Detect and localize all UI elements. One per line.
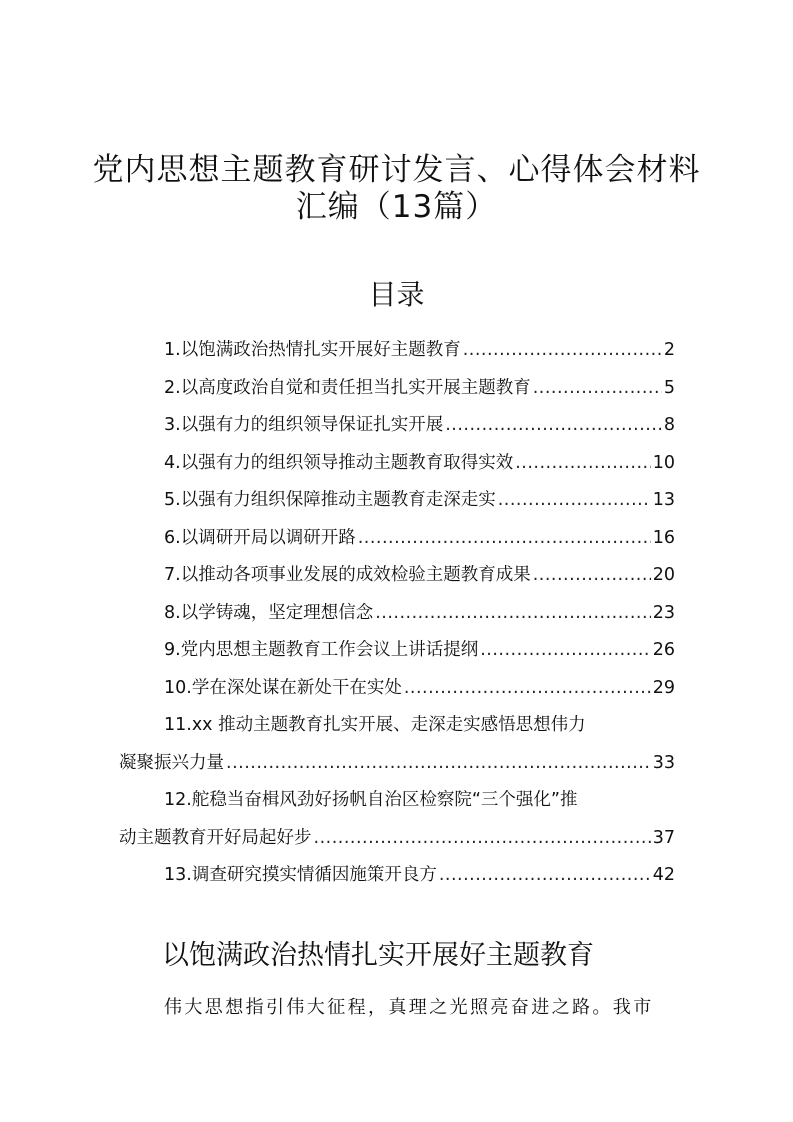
toc-page-number: 16 — [652, 527, 675, 548]
toc-leader-dots — [480, 632, 651, 670]
toc-leader-dots — [375, 595, 651, 633]
toc-entry-title: 13.调查研究摸实情循因施策开良方 — [164, 865, 437, 885]
toc-page-number: 10 — [652, 452, 675, 473]
toc-entry-11-line2[interactable] — [119, 745, 675, 783]
document-title-line1: 党内思想主题教育研讨发言、心得体会材料 — [92, 152, 701, 188]
toc-entry-title-continued: 动主题教育开好局起好步 — [119, 827, 312, 848]
toc-entry-12-line1[interactable] — [119, 782, 675, 820]
toc-entry-title: 9.党内思想主题教育工作会议上讲话提纲 — [164, 640, 479, 660]
toc-entry-5[interactable] — [119, 482, 675, 520]
toc-page-number: 8 — [663, 415, 675, 435]
toc-page-number: 5 — [663, 377, 675, 398]
toc-leader-dots — [533, 370, 662, 408]
toc-entry-title: 1.以饱满政治热情扎实开展好主题教育 — [164, 340, 461, 360]
toc-page-number: 42 — [652, 865, 675, 885]
toc-entry-title: 4.以强有力的组织领导推动主题教育取得实效 — [164, 452, 514, 473]
toc-entry-title: 11.xx 推动主题教育扎实开展、走深走实感悟思想伟力 — [164, 715, 586, 735]
toc-leader-dots — [498, 482, 651, 520]
toc-entry-12-line2[interactable] — [119, 820, 675, 858]
toc-leader-dots — [314, 820, 651, 858]
document-title-line2: 汇编（13篇） — [295, 189, 498, 225]
toc-entry-title: 10.学在深处谋在新处干在实处 — [164, 677, 402, 698]
toc-entry-3[interactable] — [119, 407, 675, 445]
toc-entry-6[interactable] — [119, 520, 675, 558]
toc-entry-title: 6.以调研开局以调研开路 — [164, 527, 356, 548]
toc-entry-13[interactable] — [119, 857, 675, 895]
table-of-contents — [119, 332, 675, 895]
toc-entry-title: 8.以学铸魂，坚定理想信念 — [164, 602, 374, 623]
toc-entry-10[interactable] — [119, 670, 675, 708]
section-heading: 以饱满政治热情扎实开展好主题教育 — [162, 940, 594, 971]
toc-entry-title: 3.以强有力的组织领导保证扎实开展 — [164, 415, 444, 435]
toc-leader-dots — [515, 445, 651, 483]
toc-entry-4[interactable] — [119, 445, 675, 483]
toc-page-number: 29 — [652, 677, 675, 698]
toc-leader-dots — [445, 407, 662, 445]
toc-leader-dots — [439, 857, 651, 895]
toc-entry-1[interactable] — [119, 332, 675, 370]
body-paragraph: 伟大思想指引伟大征程，真理之光照亮奋进之路。我市 — [164, 997, 654, 1018]
toc-entry-8[interactable] — [119, 595, 675, 633]
toc-page-number: 13 — [652, 490, 675, 510]
toc-leader-dots — [404, 670, 651, 708]
toc-heading: 目录 — [368, 278, 425, 311]
toc-entry-11-line1[interactable] — [119, 707, 675, 745]
toc-entry-title: 12.舵稳当奋楫风劲好扬帆自治区检察院“三个强化”推 — [164, 790, 578, 810]
toc-leader-dots — [463, 332, 662, 370]
toc-leader-dots — [226, 745, 651, 783]
toc-page-number: 23 — [652, 602, 675, 623]
toc-entry-2[interactable] — [119, 370, 675, 408]
toc-page-number: 26 — [652, 640, 675, 660]
toc-entry-9[interactable] — [119, 632, 675, 670]
toc-page-number: 20 — [652, 565, 675, 585]
toc-page-number: 37 — [652, 827, 675, 848]
toc-entry-title: 5.以强有力组织保障推动主题教育走深走实 — [164, 490, 496, 510]
toc-entry-7[interactable] — [119, 557, 675, 595]
toc-leader-dots — [358, 520, 651, 558]
toc-entry-title-continued: 凝聚振兴力量 — [119, 752, 224, 773]
toc-page-number: 2 — [663, 340, 675, 360]
toc-entry-title: 2.以高度政治自觉和责任担当扎实开展主题教育 — [164, 377, 531, 398]
toc-entry-title: 7.以推动各项事业发展的成效检验主题教育成果 — [164, 565, 531, 585]
toc-leader-dots — [533, 557, 651, 595]
toc-page-number: 33 — [652, 752, 675, 773]
